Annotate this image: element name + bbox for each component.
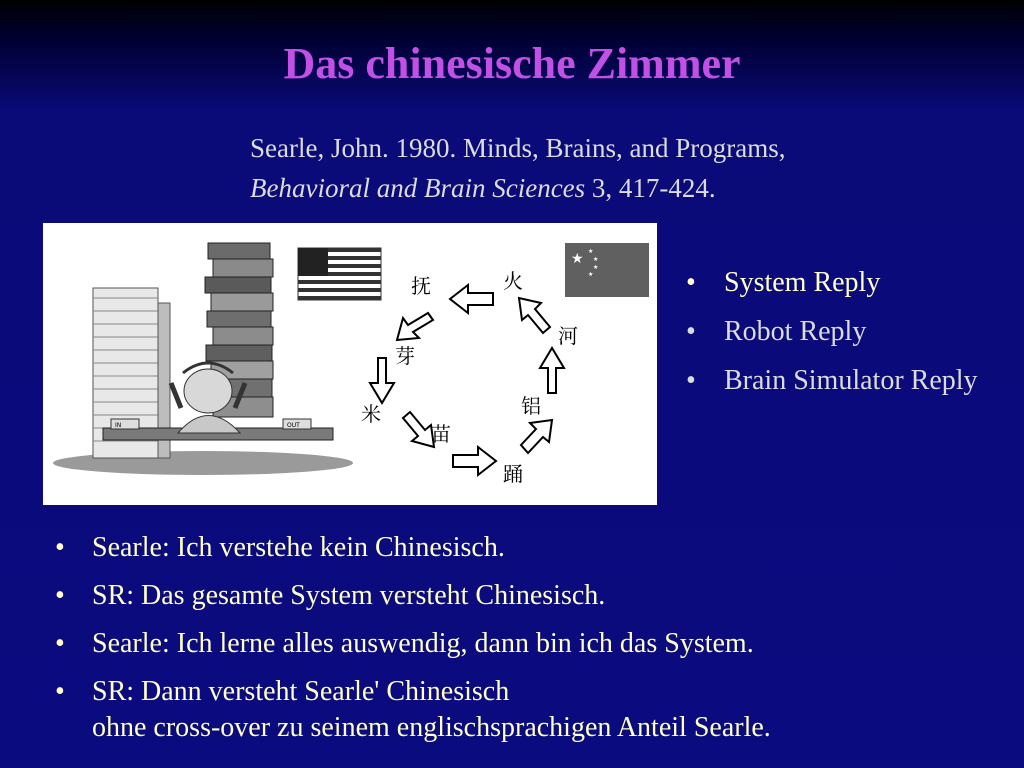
argument-text-line1: SR: Dann versteht Searle' Chinesisch (92, 676, 510, 707)
reply-label: System Reply (724, 267, 881, 298)
char-6: 铝 (521, 394, 541, 418)
svg-text:★: ★ (593, 264, 599, 271)
svg-text:★: ★ (588, 271, 594, 278)
bullet: • (55, 628, 65, 659)
citation-rest: 3, 417-424. (585, 173, 716, 203)
reply-list (686, 266, 1006, 413)
citation-line1: Searle, John. 1980. Minds, Brains, and Programs, (250, 133, 786, 163)
argument-item (55, 530, 1015, 566)
bullet: • (55, 676, 65, 707)
chinese-room-illustration (43, 223, 657, 505)
char-3: 芽 (395, 344, 415, 368)
us-flag-icon (298, 248, 381, 300)
svg-text:★: ★ (571, 251, 584, 267)
citation-journal: Behavioral and Brain Sciences (250, 173, 586, 203)
argument-text: SR: Das gesamte System versteht Chinesisch. (92, 580, 606, 611)
arrow-cycle (370, 285, 564, 475)
argument-item (55, 626, 1015, 662)
svg-text:★: ★ (588, 248, 594, 255)
bullet: • (55, 580, 65, 611)
char-5: 苗 (431, 422, 451, 446)
reply-label: Robot Reply (724, 316, 867, 347)
bullet: • (686, 365, 696, 396)
bullet: • (686, 316, 696, 347)
svg-text:★: ★ (593, 256, 599, 263)
argument-text: Searle: Ich verstehe kein Chinesisch. (92, 532, 505, 563)
char-2: 河 (558, 324, 578, 348)
argument-text: Searle: Ich lerne alles auswendig, dann bin ich das System. (92, 628, 754, 659)
citation (250, 128, 990, 208)
char-7: 踊 (503, 462, 523, 486)
argument-text-line2: ohne cross-over zu seinem englischsprachigen Anteil Searle. (92, 712, 771, 743)
slide-title: Das chinesische Zimmer (283, 39, 741, 88)
illustration-svg (43, 223, 657, 505)
reply-label: Brain Simulator Reply (724, 365, 978, 396)
china-flag-icon (565, 243, 649, 297)
reply-item-system (686, 266, 1006, 300)
char-4: 米 (361, 402, 381, 426)
in-tray-label: IN (115, 422, 122, 429)
out-tray-label: OUT (287, 422, 300, 429)
char-0: 抚 (411, 274, 431, 298)
reply-item-robot (686, 315, 1006, 349)
argument-list (55, 530, 1015, 758)
argument-item (55, 674, 1015, 746)
bullet: • (686, 267, 696, 298)
reply-item-brain-simulator (686, 364, 1006, 398)
bullet: • (55, 532, 65, 563)
char-1: 火 (503, 269, 523, 293)
argument-item (55, 578, 1015, 614)
